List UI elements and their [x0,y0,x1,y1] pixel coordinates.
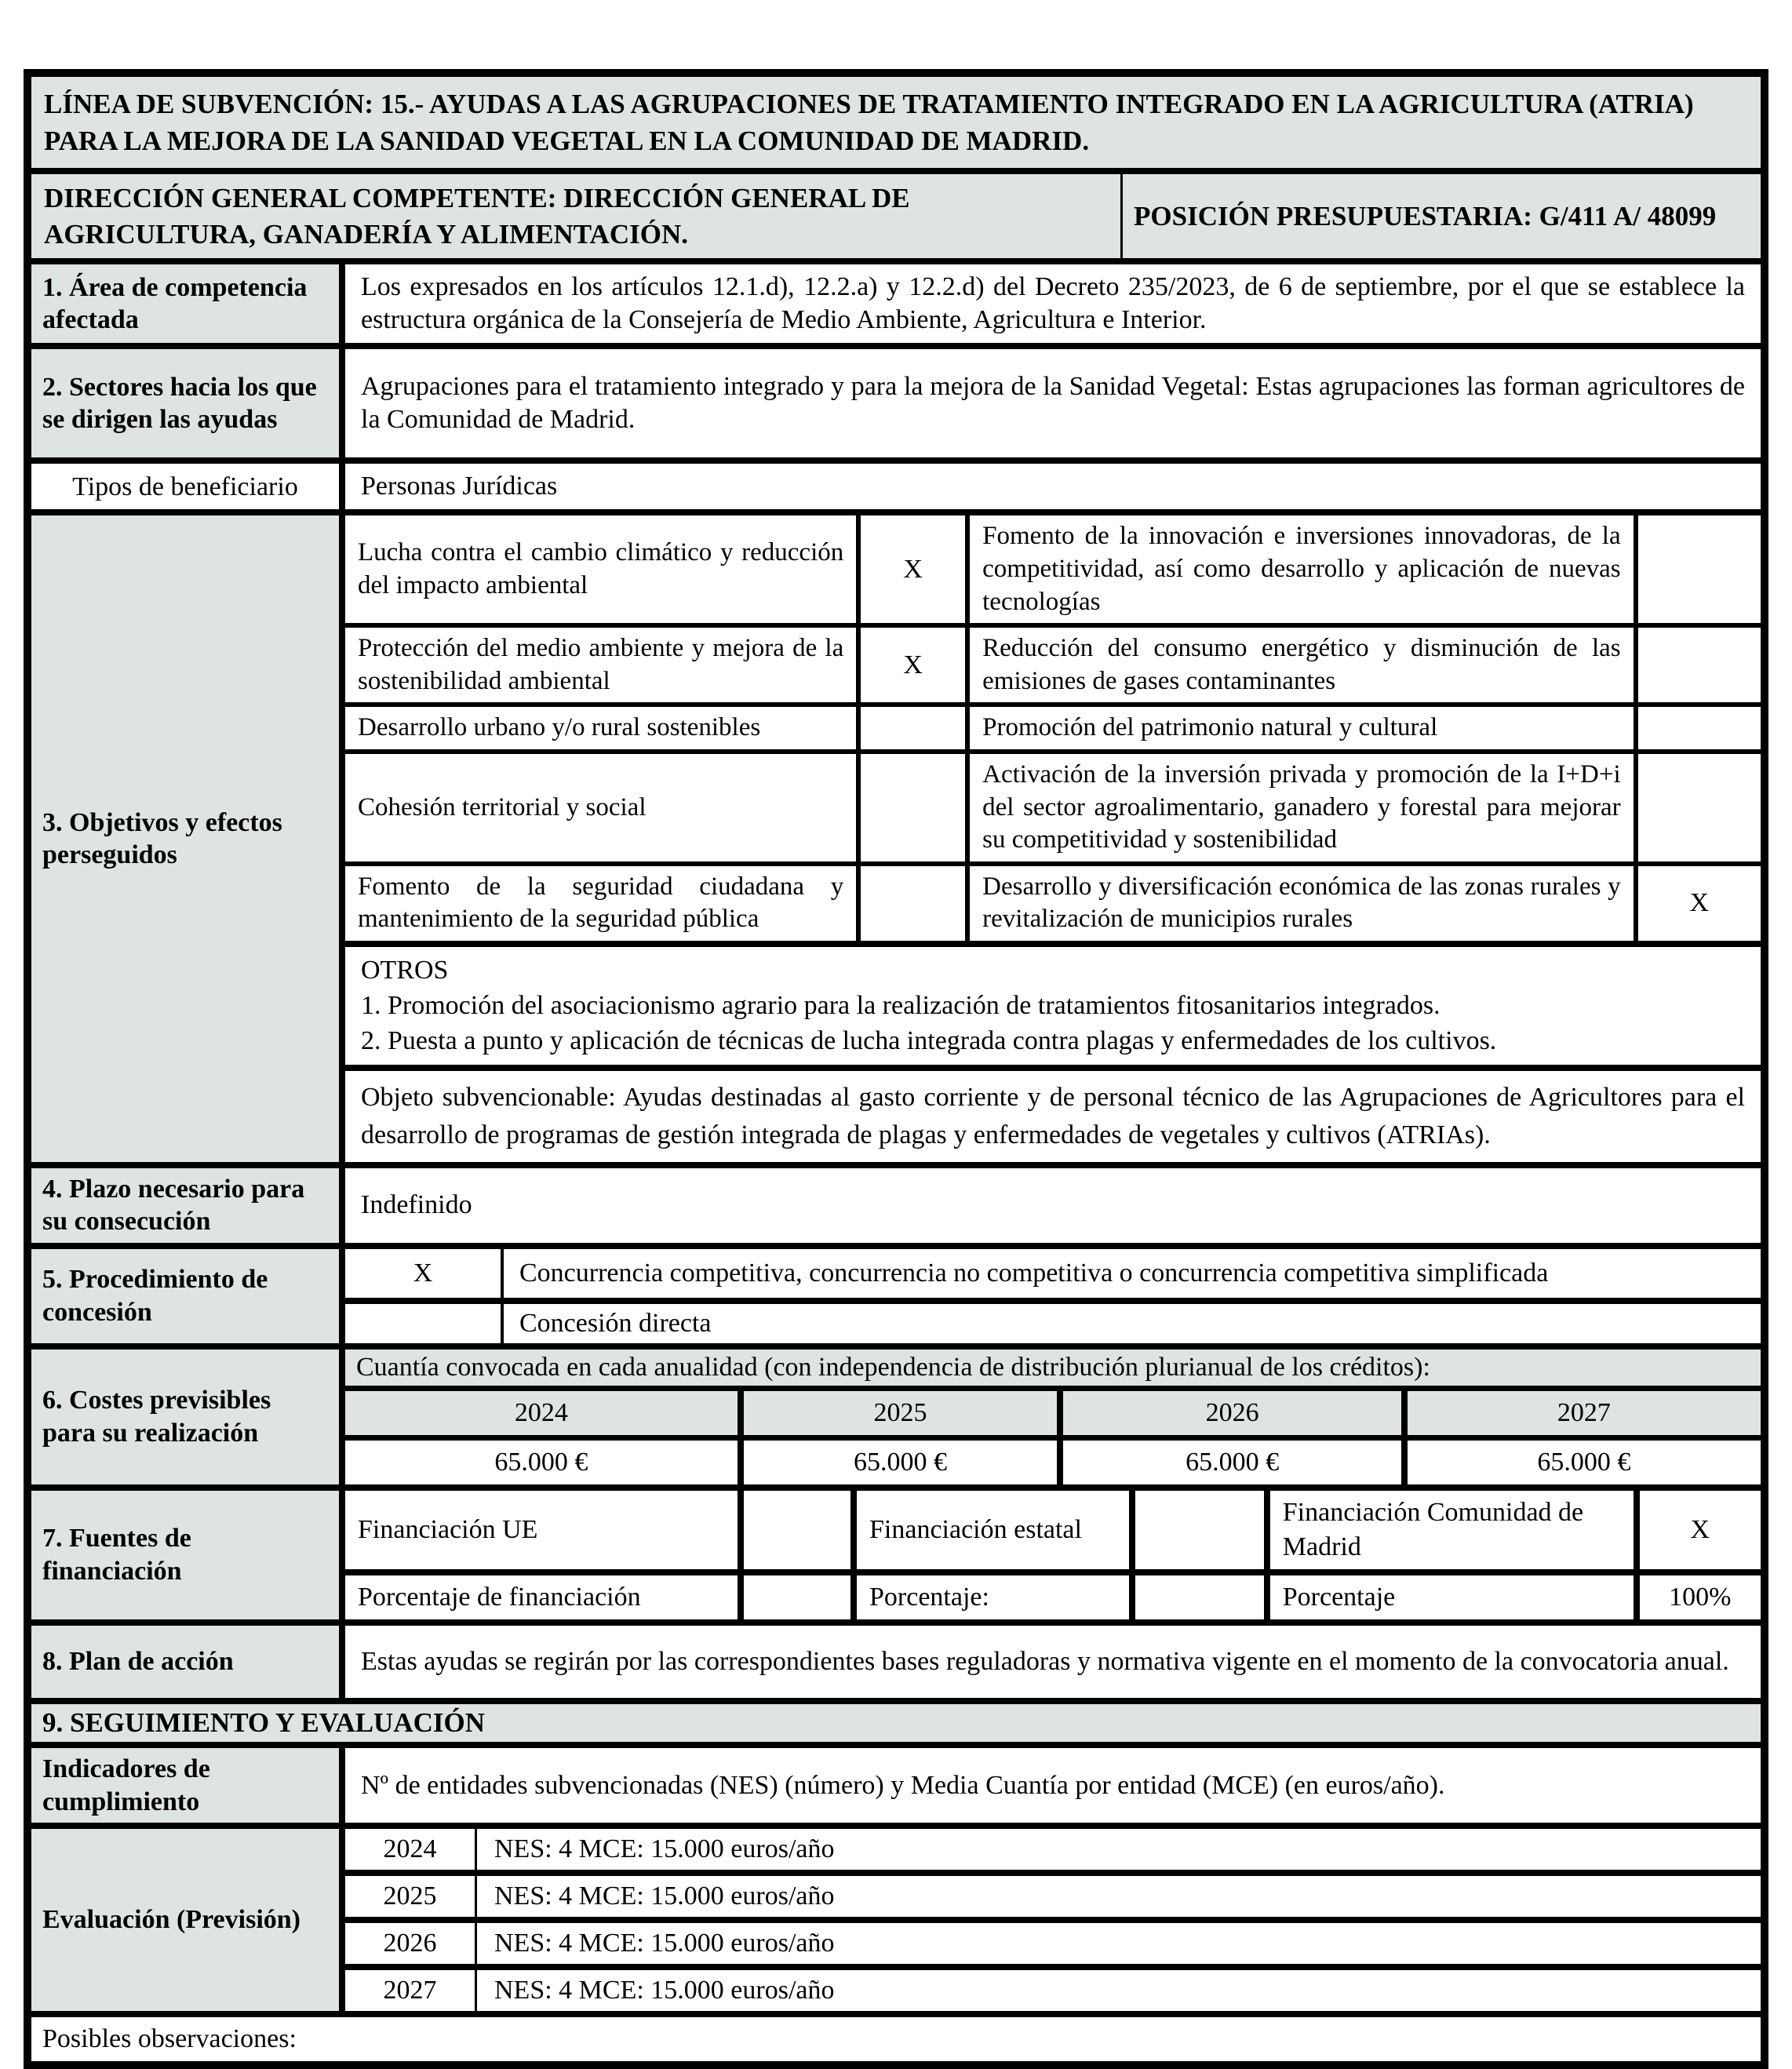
objetivo-left-text: Desarrollo urbano y/o rural sostenibles [358,713,761,742]
evaluacion-year: 2025 [383,1881,437,1911]
evaluacion-value: NES: 4 MCE: 15.000 euros/año [475,1970,1761,2011]
financiacion-cam-label: Financiación Comunidad de Madrid [1264,1491,1634,1569]
procedimiento-option-row [345,1298,1761,1343]
objetivos-content [339,515,1761,1161]
tipos-beneficiario-content [339,464,1761,509]
objetivo-row [345,702,1761,749]
porcentaje-cam-label: Porcentaje [1264,1575,1634,1619]
objetivo-right-mark [1634,754,1761,861]
amount-cell: 65.000 € [1057,1441,1400,1484]
direccion-general: DIRECCIÓN GENERAL COMPETENTE: DIRECCIÓN GENERAL DE AGRICULTURA, GANADERÍA Y ALIMENTACIÓN. [44,183,910,250]
procedimiento-text: Concesión directa [501,1304,1761,1343]
costes-amounts-row [345,1435,1761,1484]
porcentaje-cam-value: 100% [1634,1575,1761,1619]
porcentaje-estatal-value [1129,1575,1263,1619]
financiacion-estatal-label: Financiación estatal [850,1491,1129,1569]
financiacion-ue-label: Financiación UE [358,1514,538,1544]
amount-cell: 65.000 € [738,1441,1058,1484]
objetivo-right-text: Activación de la inversión privada y promoción de la I+D+i del sector agroalimentario, ganadero y forestal para mejorar su competitividad y sostenibilidad [965,754,1633,861]
subsidy-fiche-table [24,69,1768,2069]
financiacion-estatal-mark [1129,1491,1263,1569]
evaluacion-year-row [345,1870,1761,1917]
porcentaje-estatal-label: Porcentaje: [850,1575,1129,1619]
procedimiento-text: Concurrencia competitiva, concurrencia no competitiva o concurrencia competitiva simplificada [501,1249,1761,1298]
sectores-content [339,349,1761,457]
plan-content [339,1626,1761,1698]
amount-cell: 65.000 € [1401,1441,1761,1484]
observaciones-row [31,2011,1761,2061]
objetivo-right-text: Desarrollo y diversificación económica de las zonas rurales y revitalización de municipios rurales [965,866,1633,941]
objetivo-row [345,623,1761,702]
porcentaje-ue-label: Porcentaje de financiación [358,1582,641,1612]
objetivo-left-text: Lucha contra el cambio climático y reducción del impacto ambiental [358,538,844,599]
objetivo-left-mark: X [856,515,965,623]
otros-block [345,941,1761,1065]
evaluacion-year-row [345,1829,1761,1870]
objetivo-right-mark: X [1634,866,1761,941]
posicion-presupuestaria: POSICIÓN PRESUPUESTARIA: G/411 A/ 48099 [1120,174,1761,258]
evaluacion-year: 2027 [383,1976,437,2005]
amount-cell: 65.000 € [494,1447,588,1477]
financiacion-ue-mark [738,1491,850,1569]
objeto-subvencionable: Objeto subvencionable: Ayudas destinadas al gasto corriente y de personal técnico de las Agrupaciones de Agricultores para el desarrollo de programas de gestión integrada de plagas y enfermedades de vegetales y cultivos (ATRIAs). [345,1065,1761,1161]
objetivo-left-text: Fomento de la seguridad ciudadana y mantenimiento de la seguridad pública [358,872,844,934]
evaluacion-year-row [345,1917,1761,1964]
costes-content [339,1350,1761,1484]
objetivos-row [31,509,1761,1161]
procedimiento-row [31,1243,1761,1343]
financiacion-cam-mark: X [1634,1491,1761,1569]
subsidy-line-title: LÍNEA DE SUBVENCIÓN: 15.- AYUDAS A LAS AGRUPACIONES DE TRATAMIENTO INTEGRADO EN LA AGRICULTURA (ATRIA) PARA LA MEJORA DE LA SANIDAD VEGETAL EN LA COMUNIDAD DE MADRID. [44,88,1694,156]
evaluacion-value: NES: 4 MCE: 15.000 euros/año [475,1829,1761,1870]
plazo-row [31,1162,1761,1243]
plazo-label: 4. Plazo necesario para su consecución [31,1168,339,1243]
objetivo-row [345,515,1761,623]
indicadores-content [339,1748,1761,1823]
objetivo-right-text: Promoción del patrimonio natural y cultural [965,707,1633,749]
fuentes-porcentaje-row [345,1569,1761,1619]
plan-row [31,1619,1761,1698]
objetivo-right-mark [1634,628,1761,702]
evaluacion-year: 2026 [383,1929,437,1958]
costes-years-row [345,1386,1761,1435]
evaluacion-label: Evaluación (Previsión) [31,1829,339,2011]
evaluacion-row [31,1823,1761,2011]
objetivo-left-mark [856,754,965,861]
indicadores-row [31,1742,1761,1823]
objetivo-left-text: Cohesión territorial y social [358,792,647,821]
otros-item-1: 1. Promoción del asociacionismo agrario para la realización de tratamientos fitosanitarios integrados. [361,990,1441,1020]
objetivo-row [345,749,1761,861]
plan-label: 8. Plan de acción [31,1626,339,1698]
otros-item-2: 2. Puesta a punto y aplicación de técnicas de lucha integrada contra plagas y enfermedades de los cultivos. [361,1025,1497,1055]
costes-label: 6. Costes previsibles para su realización [31,1350,339,1484]
objetivo-left-mark: X [856,628,965,702]
tipos-beneficiario-label: Tipos de beneficiario [31,464,339,509]
area-competencia-row [31,258,1761,343]
evaluacion-value: NES: 4 MCE: 15.000 euros/año [475,1876,1761,1917]
observaciones-label: Posibles observaciones: [42,2024,297,2054]
seguimiento-header: 9. SEGUIMIENTO Y EVALUACIÓN [42,1707,485,1739]
tipos-beneficiario-row [31,457,1761,509]
procedimiento-mark: X [413,1258,433,1288]
area-competencia-label: 1. Área de competencia afectada [31,264,339,343]
area-competencia-content [339,264,1761,343]
objetivo-right-text: Fomento de la innovación e inversiones innovadoras, de la competitividad, así como desarrollo y aplicación de nuevas tecnologías [965,515,1633,623]
sectores-label: 2. Sectores hacia los que se dirigen las ayudas [31,349,339,457]
indicadores-label: Indicadores de cumplimiento [31,1748,339,1823]
objetivo-right-mark [1634,515,1761,623]
evaluacion-content [339,1829,1761,2011]
plan-text: Estas ayudas se regirán por las correspondientes bases reguladoras y normativa vigente en el momento de la convocatoria anual. [361,1647,1729,1677]
year-header: 2027 [1401,1391,1761,1435]
fuentes-label: 7. Fuentes de financiación [31,1491,339,1620]
porcentaje-ue-value [738,1575,850,1619]
objetivo-right-text: Reducción del consumo energético y disminución de las emisiones de gases contaminantes [965,628,1633,702]
title-row [31,77,1761,168]
objetivo-left-text: Protección del medio ambiente y mejora de la sostenibilidad ambiental [358,634,844,695]
objetivos-label: 3. Objetivos y efectos perseguidos [31,515,339,1161]
year-header: 2025 [738,1391,1058,1435]
evaluacion-year: 2024 [383,1834,437,1864]
plazo-content [339,1168,1761,1243]
objetivo-row [345,861,1761,941]
fuentes-tipo-row [345,1491,1761,1569]
fuentes-row [31,1484,1761,1620]
otros-title: OTROS [361,955,449,985]
sectores-text: Agrupaciones para el tratamiento integrado y para la mejora de la Sanidad Vegetal: Estas agrupaciones las forman agricultores de la Comunidad de Madrid. [361,372,1745,435]
year-header: 2026 [1057,1391,1400,1435]
cuantia-convocada-text: Cuantía convocada en cada anualidad (con independencia de distribución plurianual de los créditos): [345,1350,1761,1386]
objetivo-left-mark [856,866,965,941]
fuentes-content [339,1491,1761,1620]
tipos-beneficiario-text: Personas Jurídicas [361,472,558,501]
seguimiento-header-row [31,1698,1761,1742]
objetivo-right-mark [1634,707,1761,749]
direccion-posicion-row [31,168,1761,258]
indicadores-text: Nº de entidades subvencionadas (NES) (número) y Media Cuantía por entidad (MCE) (en euros/año). [361,1770,1445,1800]
sectores-row [31,343,1761,457]
evaluacion-year-row [345,1964,1761,2011]
procedimiento-content [339,1249,1761,1343]
procedimiento-option-row [345,1249,1761,1298]
year-header: 2024 [345,1391,738,1435]
procedimiento-label: 5. Procedimiento de concesión [31,1249,339,1343]
evaluacion-value: NES: 4 MCE: 15.000 euros/año [475,1923,1761,1964]
costes-row [31,1343,1761,1484]
area-competencia-text: Los expresados en los artículos 12.1.d), 12.2.a) y 12.2.d) del Decreto 235/2023, de 6 de septiembre, por el que se establece la estructura orgánica de la Consejería de Medio Ambiente, Agricultura e Interior. [361,272,1745,335]
plazo-text: Indefinido [361,1190,472,1220]
objetivo-left-mark [856,707,965,749]
procedimiento-mark [345,1304,501,1343]
